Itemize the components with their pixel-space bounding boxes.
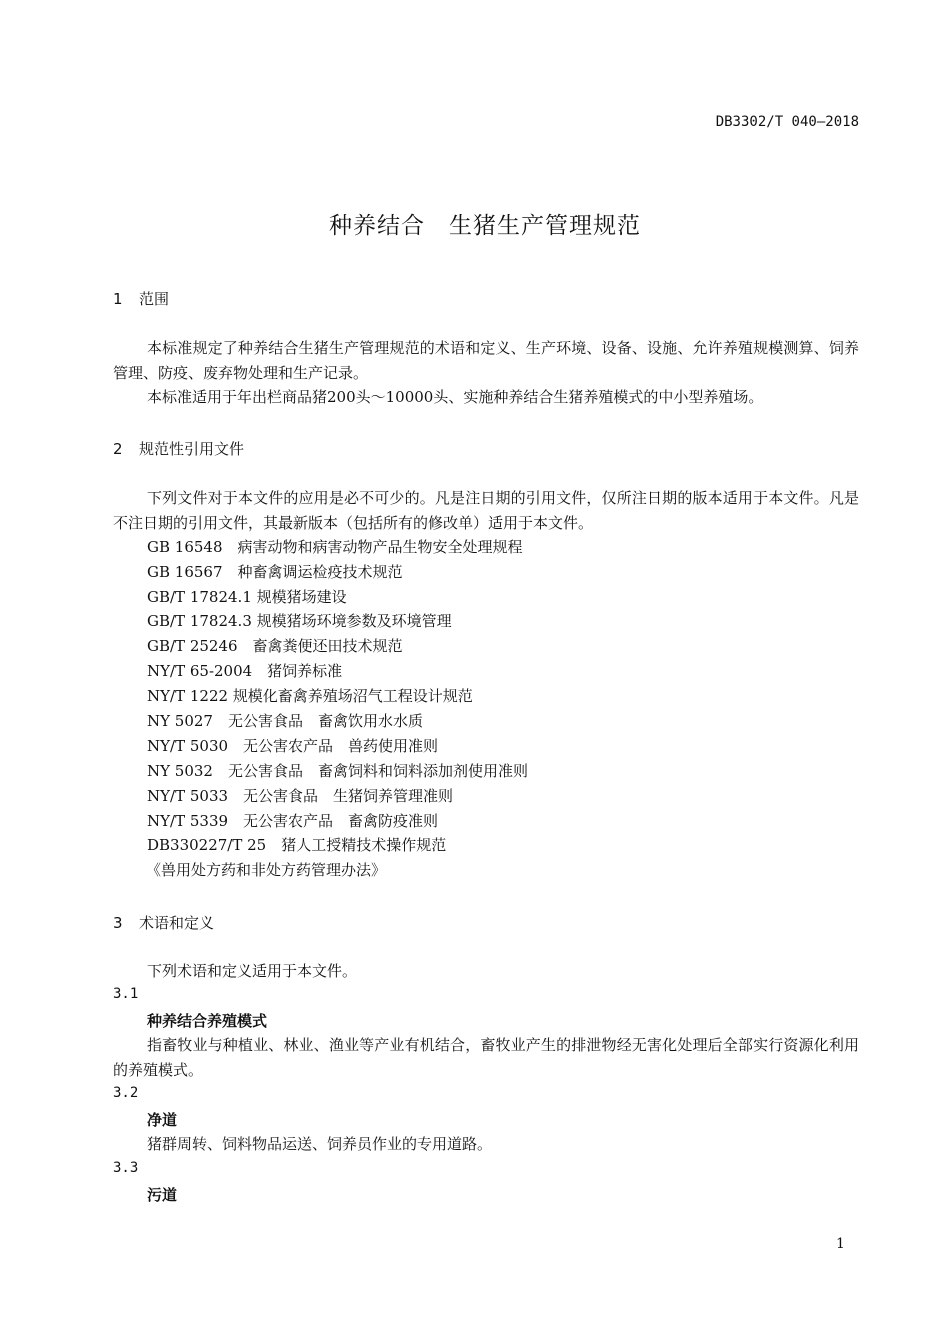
scope-paragraph-2: 本标准适用于年出栏商品猪200头～10000头、实施种养结合生猪养殖模式的中小型养殖场。 xyxy=(147,388,764,406)
page-number: 1 xyxy=(836,1236,845,1252)
term-name: 净道 xyxy=(147,1111,178,1129)
reference-item: GB/T 17824.1 规模猪场建设 xyxy=(147,588,347,606)
reference-item: NY/T 5339 无公害农产品 畜禽防疫准则 xyxy=(147,812,439,830)
term-name: 种养结合养殖模式 xyxy=(147,1012,268,1030)
document-title: 种养结合 生猪生产管理规范 xyxy=(329,213,641,239)
reference-item: GB 16567 种畜禽调运检疫技术规范 xyxy=(147,563,403,581)
reference-item: GB 16548 病害动物和病害动物产品生物安全处理规程 xyxy=(147,538,523,556)
reference-item: DB330227/T 25 猪人工授精技术操作规范 xyxy=(147,836,447,854)
section-heading-scope xyxy=(113,288,169,309)
reference-item: 《兽用处方药和非处方药管理办法》 xyxy=(146,861,387,879)
reference-item: GB/T 25246 畜禽粪便还田技术规范 xyxy=(147,637,403,655)
reference-item: NY/T 5033 无公害食品 生猪饲养管理准则 xyxy=(147,787,454,805)
section-heading-normative-references xyxy=(113,438,244,459)
term-definition: 指畜牧业与种植业、林业、渔业等产业有机结合，畜牧业产生的排泄物经无害化处理后全部实行资源化利用的养殖模式。 xyxy=(113,1036,859,1079)
section-number: 2 xyxy=(113,440,123,458)
section-title: 规范性引用文件 xyxy=(139,440,245,458)
reference-item: NY/T 1222 规模化畜禽养殖场沼气工程设计规范 xyxy=(147,687,473,705)
references-intro: 下列文件对于本文件的应用是必不可少的。凡是注日期的引用文件，仅所注日期的版本适用于本文件。凡是不注日期的引用文件，其最新版本（包括所有的修改单）适用于本文件。 xyxy=(113,489,859,532)
term-name: 污道 xyxy=(147,1186,178,1204)
section-number: 3 xyxy=(113,914,123,932)
reference-item: NY 5027 无公害食品 畜禽饮用水水质 xyxy=(147,712,423,730)
clause-number: 3.1 xyxy=(113,986,139,1002)
section-title: 范围 xyxy=(139,290,170,308)
clause-number: 3.3 xyxy=(113,1160,139,1176)
section-heading-terms xyxy=(113,912,214,933)
reference-item: NY/T 65-2004 猪饲养标准 xyxy=(147,662,343,680)
terms-intro: 下列术语和定义适用于本文件。 xyxy=(147,962,358,980)
section-title: 术语和定义 xyxy=(139,914,215,932)
clause-number: 3.2 xyxy=(113,1085,139,1101)
scope-paragraph-1: 本标准规定了种养结合生猪生产管理规范的术语和定义、生产环境、设备、设施、允许养殖规模测算、饲养管理、防疫、废弃物处理和生产记录。 xyxy=(113,339,859,382)
term-definition: 猪群周转、饲料物品运送、饲养员作业的专用道路。 xyxy=(147,1135,493,1153)
standard-code: DB3302/T 040—2018 xyxy=(715,114,859,130)
reference-item: NY 5032 无公害食品 畜禽饲料和饲料添加剂使用准则 xyxy=(147,762,528,780)
reference-item: NY/T 5030 无公害农产品 兽药使用准则 xyxy=(147,737,439,755)
reference-item: GB/T 17824.3 规模猪场环境参数及环境管理 xyxy=(147,612,452,630)
section-number: 1 xyxy=(113,290,123,308)
